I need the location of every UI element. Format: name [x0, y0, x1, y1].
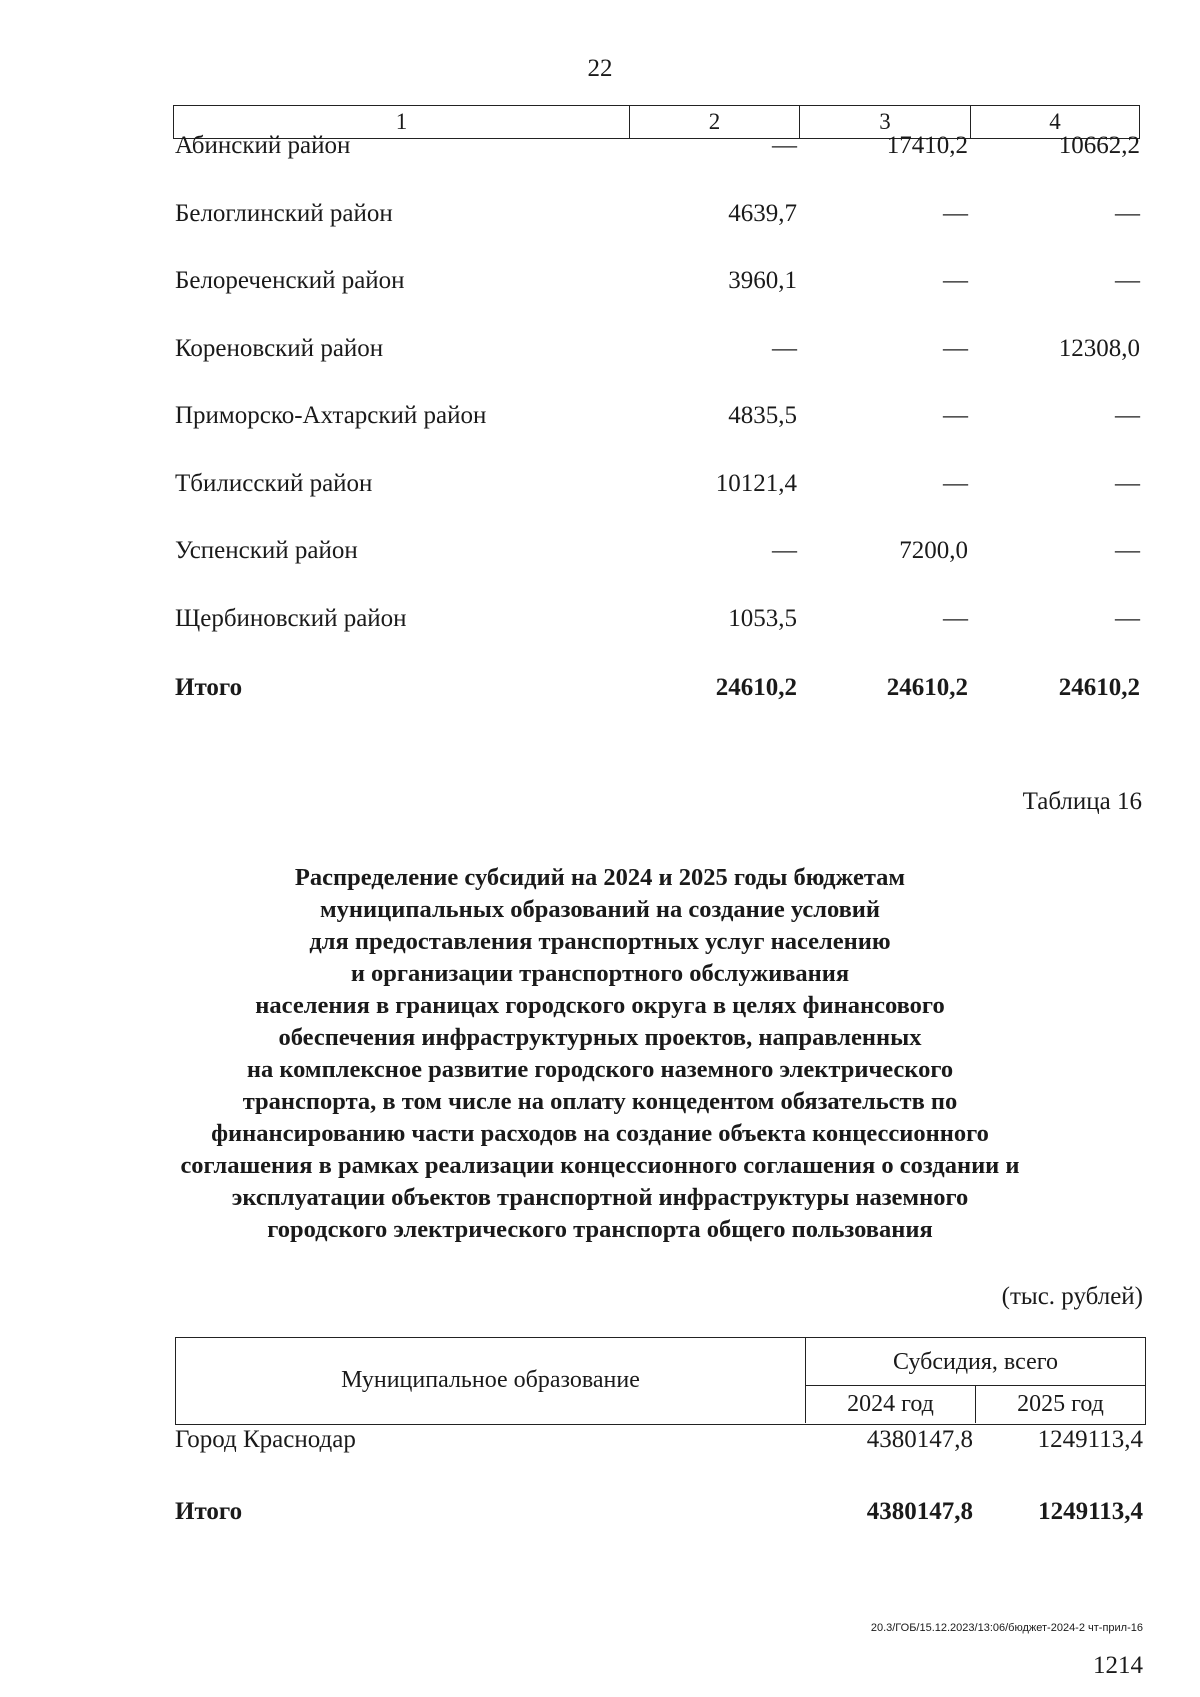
table-title: [150, 862, 1050, 1246]
unit-label: (тыс. рублей): [1001, 1283, 1143, 1310]
col3-value: —: [943, 267, 968, 294]
row-name: Итого: [175, 1498, 243, 1525]
col4-value: —: [1115, 267, 1140, 294]
row-name: Тбилисский район: [175, 469, 373, 497]
col3-value: —: [943, 334, 968, 362]
table-row: [175, 1426, 1146, 1462]
title-line: и организации транспортного обслуживания: [350, 960, 850, 987]
table2-header: [175, 1337, 1146, 1425]
col4-value: 12308,0: [1058, 334, 1140, 362]
table1-header-col3: 3: [800, 106, 971, 138]
col3-value: —: [943, 402, 968, 429]
title-line: на комплексное развитие городского наземного электрического: [246, 1056, 954, 1083]
col4-value: 10662,2: [1058, 132, 1140, 159]
row-name: Щербиновский район: [175, 604, 407, 632]
year2025-value: 1249113,4: [1038, 1498, 1143, 1525]
title-line: соглашения в рамках реализации концессионного соглашения о создании и: [180, 1152, 1020, 1179]
row-name: Кореновский район: [175, 334, 384, 362]
title-line: эксплуатации объектов транспортной инфраструктуры наземного: [231, 1184, 969, 1211]
col3-value: 7200,0: [899, 537, 968, 564]
table1-header-col2: 2: [630, 106, 800, 138]
col3-value: —: [943, 469, 968, 497]
col2-value: —: [772, 132, 797, 159]
sheet-number: 1214: [1093, 1652, 1143, 1679]
table-row: [175, 267, 1142, 303]
row-name: Город Краснодар: [175, 1426, 356, 1453]
title-line: финансированию части расходов на создание объекта концессионного: [211, 1120, 989, 1147]
table-row: [175, 605, 1142, 641]
year2024-value: 4380147,8: [866, 1426, 973, 1453]
col3-value: 17410,2: [886, 132, 968, 159]
title-line: муниципальных образований на создание условий: [319, 896, 881, 923]
col2-value: 1053,5: [728, 604, 797, 632]
title-line: Распределение субсидий на 2024 и 2025 годы бюджетам: [294, 864, 906, 891]
row-name: Белоглинский район: [175, 199, 393, 227]
col4-value: —: [1115, 537, 1140, 564]
table2-total-row: [175, 1498, 1146, 1534]
col3-value: —: [943, 199, 968, 227]
col2-value: 3960,1: [728, 267, 797, 294]
table2-header-subsidy: Субсидия, всего: [806, 1338, 1145, 1386]
title-line: городского электрического транспорта общего пользования: [267, 1216, 933, 1243]
col2-value: 10121,4: [715, 469, 797, 497]
col4-value: —: [1115, 469, 1140, 497]
year2024-value: 4380147,8: [866, 1498, 973, 1525]
col2-value: —: [772, 334, 797, 362]
page-number: 22: [587, 55, 613, 82]
title-line: транспорта, в том числе на оплату концедентом обязательств по: [242, 1088, 958, 1115]
col2-value: 24610,2: [715, 674, 797, 701]
year2025-value: 1249113,4: [1037, 1426, 1143, 1453]
col4-value: —: [1115, 199, 1140, 227]
col3-value: 24610,2: [886, 674, 968, 701]
title-line: обеспечения инфраструктурных проектов, направленных: [278, 1024, 922, 1051]
col3-value: —: [943, 604, 968, 632]
table2-header-2025: 2025 год: [1017, 1391, 1104, 1417]
table2-header-2024: 2024 год: [806, 1386, 976, 1423]
table-row: [175, 470, 1142, 506]
table1-header-col1: 1: [174, 106, 630, 138]
row-name: Абинский район: [175, 132, 351, 159]
table1-total-row: [175, 674, 1142, 710]
title-line: населения в границах городского округа в целях финансового: [255, 992, 945, 1019]
title-line: для предоставления транспортных услуг населению: [309, 928, 891, 955]
col2-value: 4835,5: [728, 402, 797, 429]
col4-value: —: [1115, 604, 1140, 632]
footer-code: 20.3/ГОБ/15.12.2023/13:06/бюджет-2024-2 чт-прил-16: [870, 1622, 1143, 1634]
row-name: Приморско-Ахтарский район: [175, 402, 487, 429]
table-row: [175, 537, 1142, 573]
table-row: [175, 132, 1142, 168]
col2-value: 4639,7: [728, 199, 797, 227]
row-name: Успенский район: [175, 537, 358, 564]
row-name: Итого: [175, 674, 243, 701]
table-row: [175, 335, 1142, 371]
table-row: [175, 402, 1142, 438]
col4-value: —: [1115, 402, 1140, 429]
table-row: [175, 200, 1142, 236]
row-name: Белореченский район: [175, 267, 405, 294]
table2-header-municipality: Муниципальное образование: [176, 1338, 806, 1423]
table-label: Таблица 16: [1022, 788, 1142, 815]
table1-header-col4: 4: [1049, 109, 1061, 134]
col2-value: —: [772, 537, 797, 564]
col4-value: 24610,2: [1058, 674, 1140, 701]
